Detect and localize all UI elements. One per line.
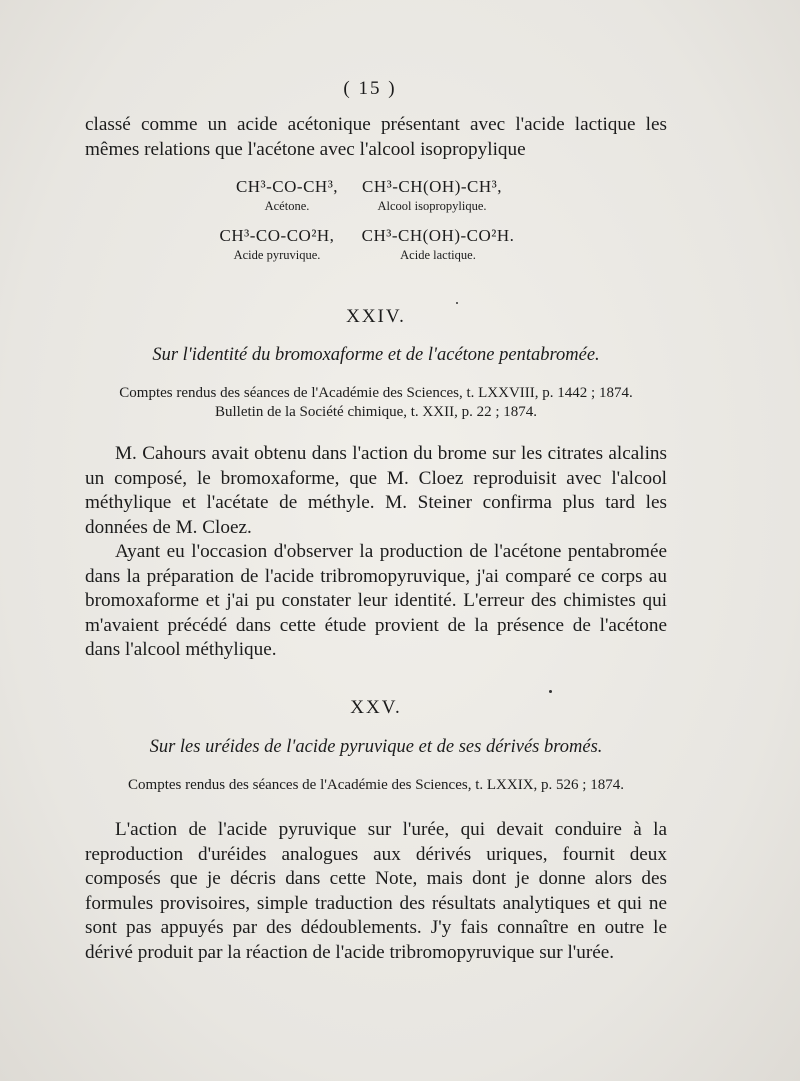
formula-caption: Acide lactique. — [400, 248, 476, 262]
formula-text: CH³-CO-CO²H, — [219, 226, 335, 245]
section-title: Sur l'identité du bromoxaforme et de l'acétone pentabromée. — [152, 345, 600, 365]
section-reference: Bulletin de la Société chimique, t. XXII, p. 22 ; 1874. — [214, 404, 538, 420]
page-number: ( 15 ) — [343, 78, 397, 99]
formula-row-2 — [212, 226, 528, 263]
body-paragraph: M. Cahours avait obtenu dans l'action du brome sur les citrates alcalins un composé, le bromoxaforme, que M. Cloez reproduisit avec l'alcool méthylique et l'acétate de méthyle. M. Steiner confirma plus tard les données de M. Cloez. — [85, 443, 667, 538]
formula-isopropyl-alcohol — [352, 177, 512, 214]
formula-pyruvic-acid — [212, 226, 342, 263]
section-number: XXIV. — [346, 306, 406, 327]
section-number: XXV. — [350, 697, 402, 718]
formula-acetone — [222, 177, 352, 214]
body-paragraph: L'action de l'acide pyruvique sur l'urée, qui devait conduire à la reproduction d'uréides analogues aux dérivés uriques, fournit deux composés que je décris dans cette Note, mais dont je donne alors des formules provisoires, simple traduction des résultats analytiques et qui ne sont pas appuyés par des dédoublements. J'y fais connaître en outre le dérivé produit par la réaction de l'acide tribromopyruvique sur l'urée. — [85, 819, 667, 963]
formula-caption: Acide pyruvique. — [233, 248, 321, 262]
formula-text: CH³-CH(OH)-CH³, — [362, 177, 502, 196]
body-paragraph: Ayant eu l'occasion d'observer la production de l'acétone pentabromée dans la préparation de l'acide tribromopyruvique, j'ai comparé ce corps au bromoxaforme et j'ai pu constater leur identité. L'erreur des chimistes qui m'avaient précédé dans cette étude provient de la présence de l'acétone dans l'alcool méthylique. — [85, 541, 667, 660]
formula-text: CH³-CH(OH)-CO²H. — [361, 226, 515, 245]
formula-lactic-acid — [348, 226, 528, 263]
ink-speck — [456, 302, 458, 304]
ink-speck — [549, 690, 552, 693]
formula-caption: Alcool isopropylique. — [377, 199, 487, 213]
intro-paragraph: classé comme un acide acétonique présentant avec l'acide lactique les mêmes relations que l'acétone avec l'alcool isopropylique — [85, 114, 667, 160]
formula-row-1 — [222, 177, 512, 214]
formula-text: CH³-CO-CH³, — [235, 177, 339, 196]
section-reference: Comptes rendus des séances de l'Académie des Sciences, t. LXXIX, p. 526 ; 1874. — [128, 777, 624, 793]
section-title: Sur les uréides de l'acide pyruvique et de ses dérivés bromés. — [149, 737, 603, 757]
formula-caption: Acétone. — [264, 199, 310, 213]
section-reference: Comptes rendus des séances de l'Académie des Sciences, t. LXXVIII, p. 1442 ; 1874. — [119, 385, 633, 401]
